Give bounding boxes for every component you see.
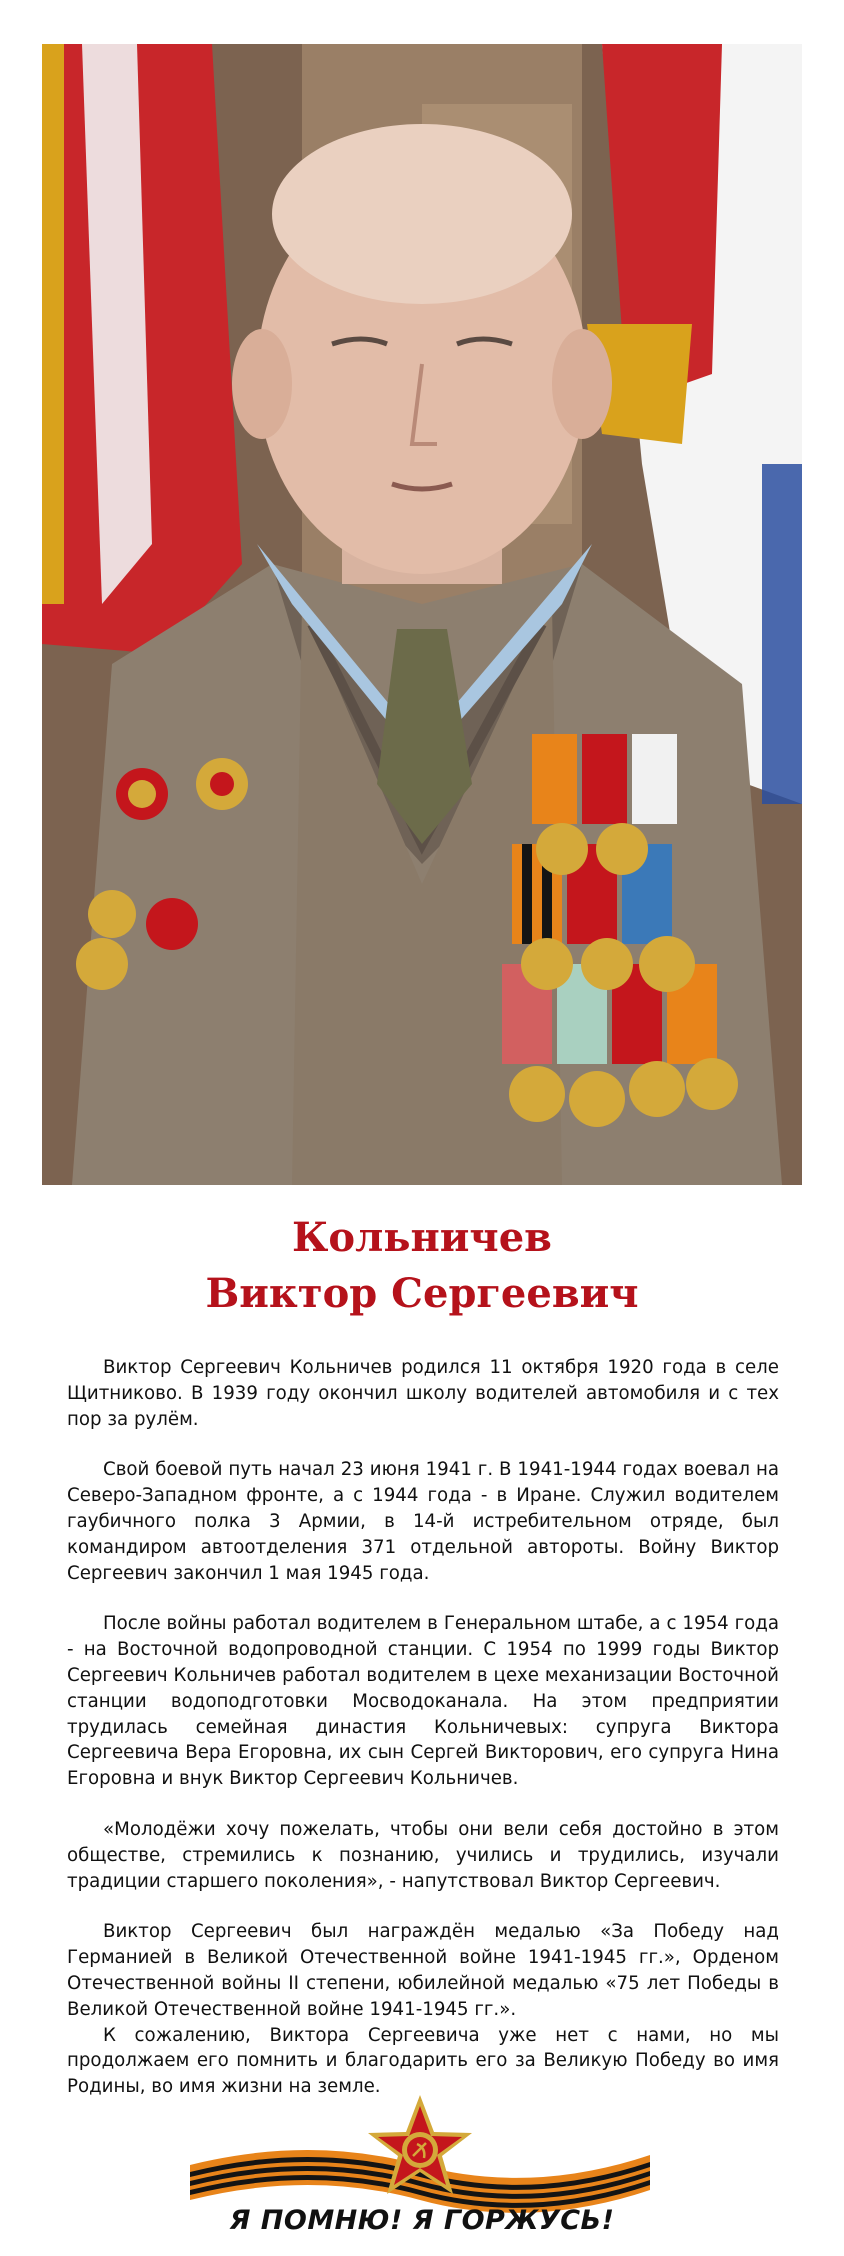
bio-paragraph-memory: К сожалению, Виктора Сергеевича уже нет с нами, но мы продолжаем его помнить и благодарить его за Великую Победу во имя Родины, во имя жизни на земле. [67, 2024, 779, 2098]
bio-paragraph-quote: «Молодёжи хочу пожелать, чтобы они вели себя достойно в этом обществе, стремились к познанию, учились и трудились, изучали традиции старшего поколения», - напутствовал Виктор Сергеевич. [67, 1818, 779, 1892]
bio-paragraph-postwar: После войны работал водителем в Генеральном штабе, а с 1954 года - на Восточной водопроводной станции. С 1954 по 1999 годы Виктор Сергеевич Кольничев работал водителем в цехе механизации Восточной станции водоподготовки Мосводоканала. На этом предприятии трудилась семейная династия Кольничевых: супруга Виктора Сергеевича Вера Егоровна, их сын Сергей Викторович, его супруга Нина Егоровна и внук Виктор Сергеевич Кольничев. [67, 1613, 779, 1790]
bio-paragraph-awards: Виктор Сергеевич был награждён медалью «За Победу над Германией в Великой Отечественной войне 1941-1945 гг.», Орденом Отечественной войны II степени, юбилейной медалью «75 лет Победы в Великой Отечественной войне 1941-1945 гг.». [67, 1921, 779, 2020]
portrait-illustration [42, 44, 802, 1185]
veteran-surname: Кольничев [292, 1214, 552, 1261]
slogan: Я ПОМНЮ! Я ГОРЖУСЬ! [229, 2205, 615, 2236]
bio-paragraph-birth: Виктор Сергеевич Кольничев родился 11 октября 1920 года в селе Щитниково. В 1939 году окончил школу водителей автомобиля и с тех пор за рулём. [67, 1357, 779, 1430]
veteran-given-names: Виктор Сергеевич [205, 1270, 639, 1317]
biography [67, 1355, 779, 2125]
veteran-portrait-photo [42, 44, 802, 1185]
veteran-name [0, 1210, 844, 1322]
bio-paragraph-war: Свой боевой путь начал 23 июня 1941 г. В 1941-1944 годах воевал на Северо-Западном фронте, а с 1944 года - в Иране. Служил водителем гаубичного полка 3 Армии, в 14-й истребительном отряде, был командиром автоотделения 371 отдельной автороты. Войну Виктор Сергеевич закончил 1 мая 1945 года. [67, 1459, 779, 1584]
